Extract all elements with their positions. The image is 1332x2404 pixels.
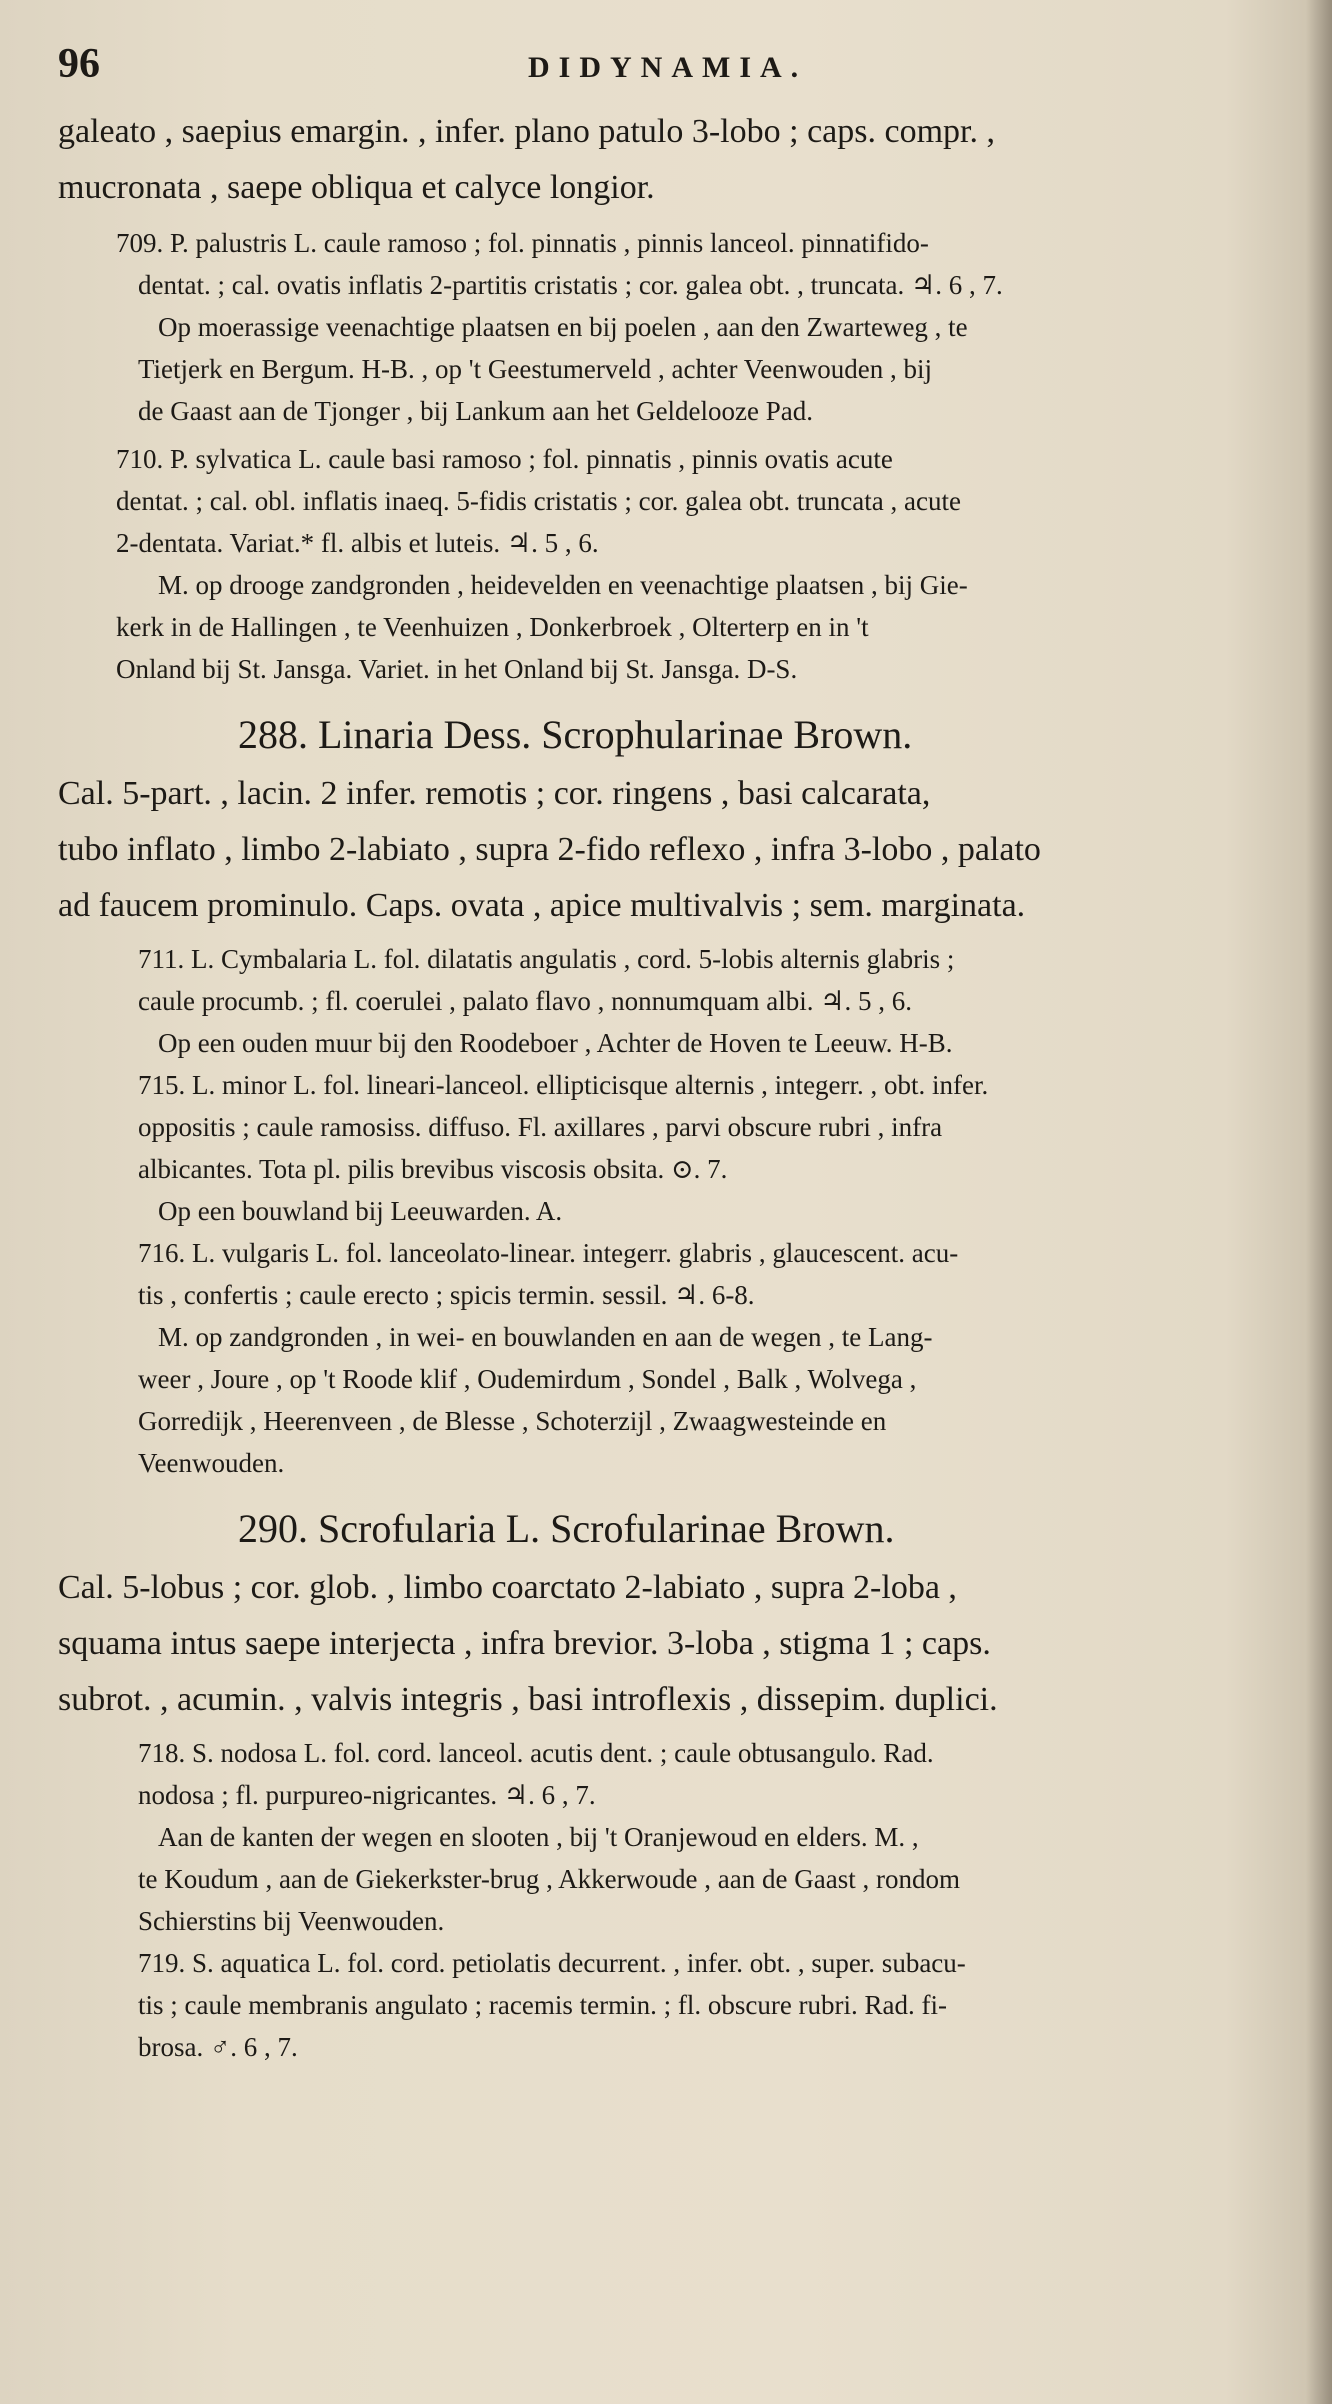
species-line: 709. P. palustris L. caule ramoso ; fol. pinnatis , pinnis lanceol. pinnatifido- <box>116 228 929 258</box>
species-line: tis ; caule membranis angulato ; racemis termin. ; fl. obscure rubri. Rad. fi- <box>138 1990 948 2020</box>
habitat-line: de Gaast aan de Tjonger , bij Lankum aan het Geldelooze Pad. <box>138 396 814 426</box>
species-line: 711. L. Cymbalaria L. fol. dilatatis angulatis , cord. 5-lobis alternis glabris ; <box>138 944 955 974</box>
habitat-line: Op moerassige veenachtige plaatsen en bij poelen , aan den Zwarteweg , te <box>158 312 968 342</box>
text-line: mucronata , saepe obliqua et calyce longior. <box>58 169 655 206</box>
habitat-line: kerk in de Hallingen , te Veenhuizen , Donkerbroek , Olterterp en in 't <box>116 612 869 642</box>
habitat-line: weer , Joure , op 't Roode klif , Oudemirdum , Sondel , Balk , Wolvega , <box>138 1364 917 1394</box>
genus-heading-290: 290. Scrofularia L. Scrofularinae Brown. <box>238 1506 895 1551</box>
genus-description-290 <box>58 1560 1268 1728</box>
species-line: tis , confertis ; caule erecto ; spicis termin. sessil. ♃. 6-8. <box>138 1280 755 1310</box>
species-line: 2-dentata. Variat.* fl. albis et luteis. ♃. 5 , 6. <box>116 528 599 558</box>
text-line: ad faucem prominulo. Caps. ovata , apice multivalvis ; sem. marginata. <box>58 887 1026 924</box>
species-710 <box>58 438 1268 690</box>
habitat-line: Aan de kanten der wegen en slooten , bij 't Oranjewoud en elders. M. , <box>158 1822 919 1852</box>
habitat-line: Schierstins bij Veenwouden. <box>138 1906 445 1936</box>
species-709 <box>58 222 1268 432</box>
page-edge-shadow <box>1306 0 1332 2404</box>
species-line: 716. L. vulgaris L. fol. lanceolato-linear. integerr. glabris , glaucescent. acu- <box>138 1238 959 1268</box>
habitat-line: Veenwouden. <box>138 1448 285 1478</box>
habitat-line: M. op zandgronden , in wei- en bouwlanden en aan de wegen , te Lang- <box>158 1322 933 1352</box>
habitat-line: M. op drooge zandgronden , heidevelden en veenachtige plaatsen , bij Gie- <box>158 570 968 600</box>
species-716 <box>58 1232 1268 1484</box>
text-line: tubo inflato , limbo 2-labiato , supra 2-fido reflexo , infra 3-lobo , palato <box>58 831 1041 868</box>
species-line: albicantes. Tota pl. pilis brevibus viscosis obsita. ⊙. 7. <box>138 1154 728 1184</box>
text-line: squama intus saepe interjecta , infra brevior. 3-loba , stigma 1 ; caps. <box>58 1625 991 1662</box>
continued-description <box>58 104 1268 216</box>
species-718 <box>58 1732 1268 1942</box>
genus-heading-288: 288. Linaria Dess. Scrophularinae Brown. <box>238 712 913 757</box>
habitat-line: Op een ouden muur bij den Roodeboer , Achter de Hoven te Leeuw. H-B. <box>158 1028 953 1058</box>
genus-description-288 <box>58 766 1268 934</box>
habitat-line: te Koudum , aan de Giekerkster-brug , Akkerwoude , aan de Gaast , rondom <box>138 1864 960 1894</box>
habitat-line: Tietjerk en Bergum. H-B. , op 't Geestumerveld , achter Veenwouden , bij <box>138 354 932 384</box>
species-line: 710. P. sylvatica L. caule basi ramoso ; fol. pinnatis , pinnis ovatis acute <box>116 444 893 474</box>
species-line: nodosa ; fl. purpureo-nigricantes. ♃. 6 , 7. <box>138 1780 596 1810</box>
text-line: galeato , saepius emargin. , infer. plano patulo 3-lobo ; caps. compr. , <box>58 113 995 150</box>
species-line: caule procumb. ; fl. coerulei , palato flavo , nonnumquam albi. ♃. 5 , 6. <box>138 986 912 1016</box>
page-number: 96 <box>58 41 100 87</box>
species-line: 715. L. minor L. fol. lineari-lanceol. ellipticisque alternis , integerr. , obt. infer. <box>138 1070 989 1100</box>
species-line: oppositis ; caule ramosiss. diffuso. Fl. axillares , parvi obscure rubri , infra <box>138 1112 943 1142</box>
text-line: subrot. , acumin. , valvis integris , basi introflexis , dissepim. duplici. <box>58 1681 998 1718</box>
text-line: Cal. 5-lobus ; cor. glob. , limbo coarctato 2-labiato , supra 2-loba , <box>58 1569 957 1606</box>
habitat-line: Op een bouwland bij Leeuwarden. A. <box>158 1196 563 1226</box>
species-line: brosa. ♂. 6 , 7. <box>138 2032 298 2062</box>
species-line: 719. S. aquatica L. fol. cord. petiolatis decurrent. , infer. obt. , super. subacu- <box>138 1948 966 1978</box>
page-header <box>58 40 1268 104</box>
text-line: Cal. 5-part. , lacin. 2 infer. remotis ; cor. ringens , basi calcarata, <box>58 775 931 812</box>
species-711 <box>58 938 1268 1064</box>
habitat-line: Onland bij St. Jansga. Variet. in het Onland bij St. Jansga. D-S. <box>116 654 798 684</box>
species-line: 718. S. nodosa L. fol. cord. lanceol. acutis dent. ; caule obtusangulo. Rad. <box>138 1738 934 1768</box>
species-line: dentat. ; cal. ovatis inflatis 2-partitis cristatis ; cor. galea obt. , truncata. ♃. 6 , 7. <box>138 270 1003 300</box>
habitat-line: Gorredijk , Heerenveen , de Blesse , Schoterzijl , Zwaagwesteinde en <box>138 1406 887 1436</box>
species-line: dentat. ; cal. obl. inflatis inaeq. 5-fidis cristatis ; cor. galea obt. truncata , acute <box>116 486 961 516</box>
species-719 <box>58 1942 1268 2068</box>
running-title: DIDYNAMIA. <box>528 51 808 84</box>
species-715 <box>58 1064 1268 1232</box>
